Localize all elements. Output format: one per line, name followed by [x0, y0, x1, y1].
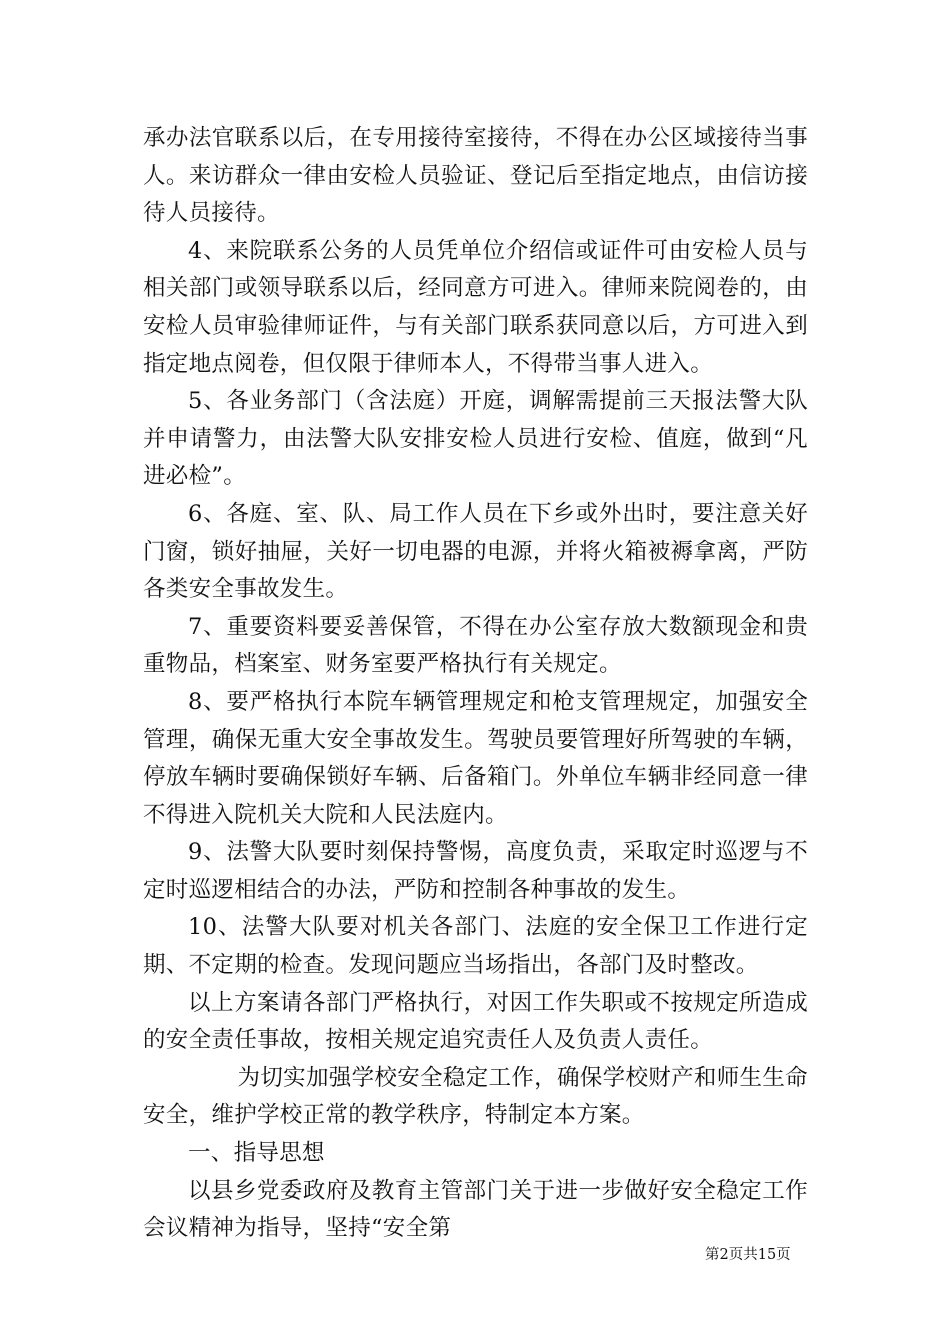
paragraph-item-10: 10、法警大队要对机关各部门、法庭的安全保卫工作进行定期、不定期的检查。发现问题应当场指出，各部门及时整改。 — [143, 914, 808, 979]
paragraph-item-4: 4、来院联系公务的人员凭单位介绍信或证件可由安检人员与相关部门或领导联系以后，经同意方可进入。律师来院阅卷的，由安检人员审验律师证件，与有关部门联系获同意以后，方可进入到指定地点阅卷，但仅限于律师本人，不得带当事人进入。 — [143, 237, 808, 377]
page-number-footer: 第2页共15页 — [705, 1247, 791, 1263]
section-heading-guiding-thought: 一、指导思想 — [188, 1140, 325, 1167]
paragraph-item-5: 5、各业务部门（含法庭）开庭，调解需提前三天报法警大队并申请警力，由法警大队安排安检人员进行安检、值庭，做到“凡进必检”。 — [143, 388, 808, 490]
paragraph-continuation: 承办法官联系以后，在专用接待室接待，不得在办公区域接待当事人。来访群众一律由安检人员验证、登记后至指定地点，由信访接待人员接待。 — [143, 125, 808, 227]
paragraph-new-plan-intro: 为切实加强学校安全稳定工作，确保学校财产和师生生命安全，维护学校正常的教学秩序，特制定本方案。 — [143, 1064, 808, 1129]
paragraph-closing: 以上方案请各部门严格执行，对因工作失职或不按规定所造成的安全责任事故，按相关规定追究责任人及负责人责任。 — [143, 989, 808, 1054]
paragraph-item-8: 8、要严格执行本院车辆管理规定和枪支管理规定，加强安全管理，确保无重大安全事故发生。驾驶员要管理好所驾驶的车辆，停放车辆时要确保锁好车辆、后备箱门。外单位车辆非经同意一律不得进入院机关大院和人民法庭内。 — [143, 688, 808, 828]
paragraph-item-7: 7、重要资料要妥善保管，不得在办公室存放大数额现金和贵重物品，档案室、财务室要严格执行有关规定。 — [143, 613, 808, 678]
paragraph-item-9: 9、法警大队要时刻保持警惕，高度负责，采取定时巡逻与不定时巡逻相结合的办法，严防和控制各种事故的发生。 — [143, 839, 808, 903]
paragraph-item-6: 6、各庭、室、队、局工作人员在下乡或外出时，要注意关好门窗，锁好抽屉，关好一切电器的电源，并将火箱被褥拿离，严防各类安全事故发生。 — [143, 500, 808, 603]
document-body — [143, 120, 808, 1248]
paragraph-guiding-thought: 以县乡党委政府及教育主管部门关于进一步做好安全稳定工作会议精神为指导，坚持“安全第 — [143, 1177, 808, 1242]
